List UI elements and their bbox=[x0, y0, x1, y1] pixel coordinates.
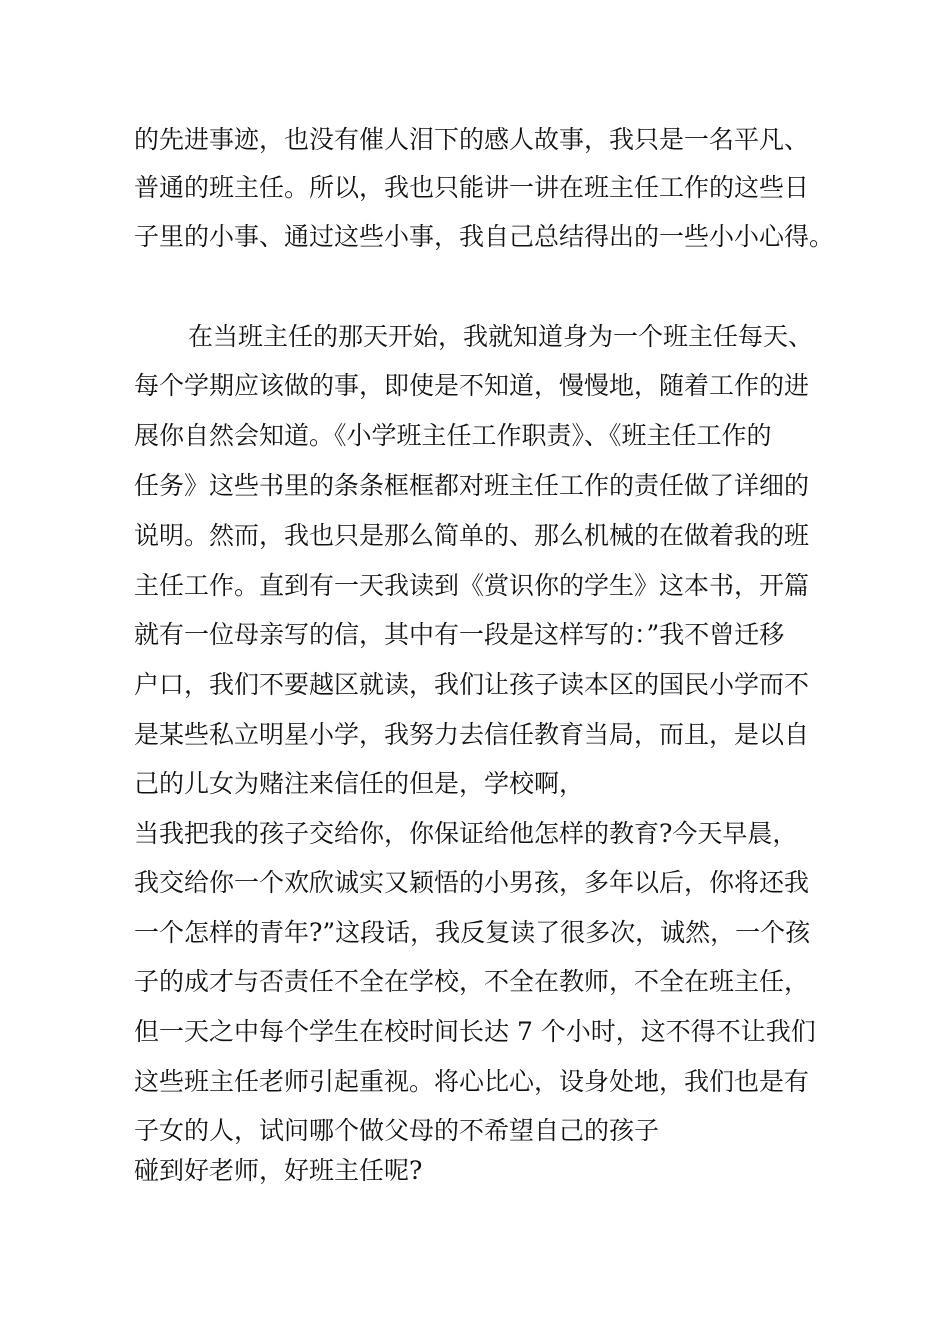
text-line: 但一天之中每个学生在校时间长达 7 个小时，这不得不让我们 bbox=[134, 1017, 816, 1046]
text-line: 展你自然会知道。《小学班主任工作职责》、《班主任工作的 bbox=[134, 421, 772, 450]
text-line: 每个学期应该做的事，即使是不知道，慢慢地，随着工作的进 bbox=[134, 371, 810, 400]
text-line: 主任工作。直到有一天我读到《赏识你的学生》这本书，开篇 bbox=[134, 571, 810, 600]
text-line: 说明。然而，我也只是那么简单的、那么机械的在做着我的班 bbox=[134, 521, 810, 550]
text-line: 就有一位母亲写的信，其中有一段是这样写的：”我不曾迁移 bbox=[134, 620, 785, 649]
text-line: 子的成才与否责任不全在学校，不全在教师，不全在班主任， bbox=[134, 967, 810, 996]
text-line: 是某些私立明星小学，我努力去信任教育当局，而且，是以自 bbox=[134, 720, 810, 749]
text-line: 己的儿女为赌注来信任的但是，学校啊， bbox=[134, 769, 585, 798]
paragraph-first-line: 在当班主任的那天开始，我就知道身为一个班主任每天、 bbox=[188, 322, 814, 351]
text-line: 子里的小事、通过这些小事，我自己总结得出的一些小小心得。 bbox=[134, 222, 835, 251]
text-line: 的先进事迹，也没有催人泪下的感人故事，我只是一名平凡、 bbox=[134, 125, 810, 154]
text-line: 碰到好老师，好班主任呢? bbox=[134, 1156, 423, 1185]
text-line: 这些班主任老师引起重视。将心比心，设身处地，我们也是有 bbox=[134, 1067, 810, 1096]
text-line: 任务》这些书里的条条框框都对班主任工作的责任做了详细的 bbox=[134, 471, 810, 500]
text-line: 普通的班主任。所以，我也只能讲一讲在班主任工作的这些日 bbox=[134, 173, 810, 202]
text-line: 一个怎样的青年?”这段话，我反复读了很多次，诚然，一个孩 bbox=[134, 918, 811, 947]
text-line: 我交给你一个欢欣诚实又颖悟的小男孩，多年以后，你将还我 bbox=[134, 868, 810, 897]
text-line: 户口，我们不要越区就读，我们让孩子读本区的国民小学而不 bbox=[134, 670, 810, 699]
text-line: 当我把我的孩子交给你，你保证给他怎样的教育?今天早晨， bbox=[134, 819, 798, 848]
text-line: 子女的人，试问哪个做父母的不希望自己的孩子 bbox=[134, 1116, 660, 1145]
